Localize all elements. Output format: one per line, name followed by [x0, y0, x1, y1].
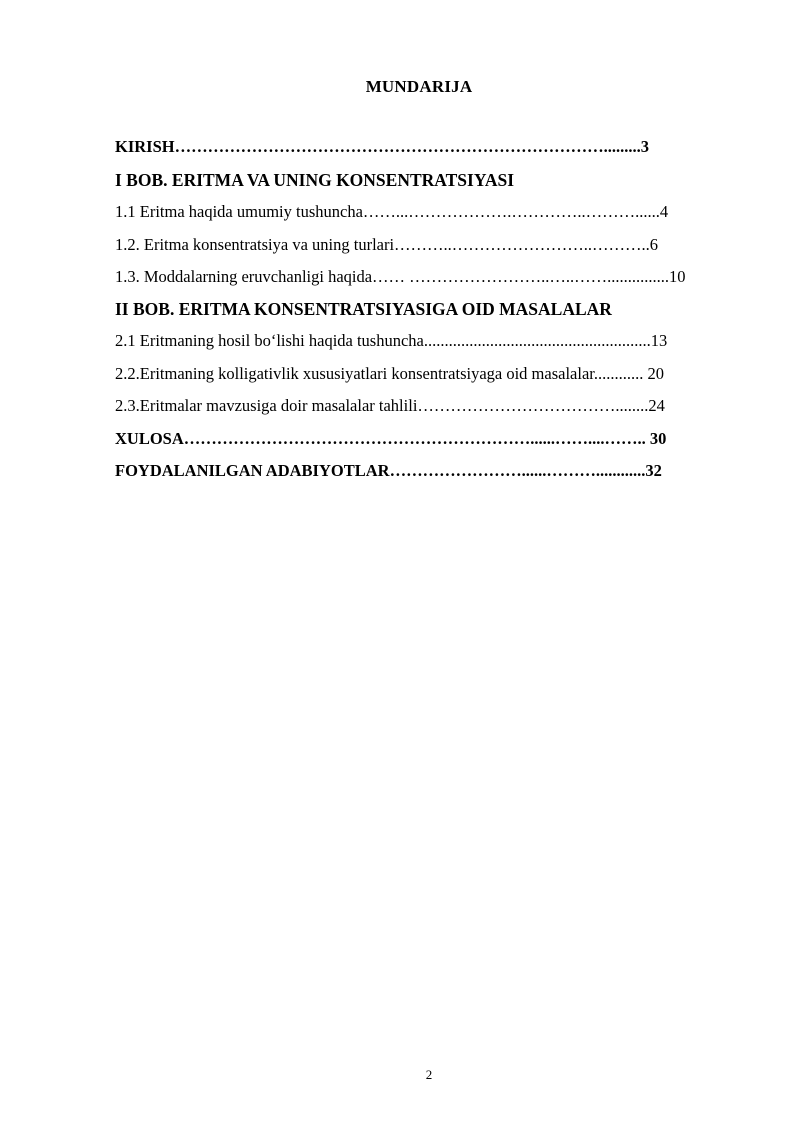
- toc-chapter-1: I BOB. ERITMA VA UNING KONSENTRATSIYASI: [115, 170, 515, 190]
- toc-entry-2-3: 2.3.Eritmalar mavzusiga doir masalalar tahlili………………………………........24: [115, 396, 665, 415]
- toc-entry-1-3: 1.3. Moddalarning eruvchanligi haqida…… ……………………..…..……...............10: [115, 267, 686, 286]
- toc-entry-adabiyotlar: FOYDALANILGAN ADABIYOTLAR……………………......………............32: [115, 461, 662, 480]
- toc-entry-1-1: 1.1 Eritma haqida umumiy tushuncha……...……………….…………..………......4: [115, 202, 669, 221]
- toc-entry-2-2: 2.2.Eritmaning kolligativlik xususiyatlari konsentratsiyaga oid masalalar............ 20: [115, 364, 664, 383]
- toc-entry-xulosa: XULOSA………………………………………………………......……....…….. 30: [115, 429, 667, 448]
- toc-entry-kirish: KIRISH…………………………………………………………………….........3: [115, 137, 649, 156]
- page-number: 2: [425, 1067, 433, 1082]
- toc-entry-1-2: 1.2. Eritma konsentratsiya va uning turlari………..……………………..………..6: [115, 235, 659, 254]
- toc-chapter-2: II BOB. ERITMA KONSENTRATSIYASIGA OID MASALALAR: [115, 299, 612, 319]
- toc-entry-2-1: 2.1 Eritmaning hosil bo‘lishi haqida tushuncha.......................................................13: [115, 331, 668, 350]
- page-title: MUNDARIJA: [365, 77, 473, 96]
